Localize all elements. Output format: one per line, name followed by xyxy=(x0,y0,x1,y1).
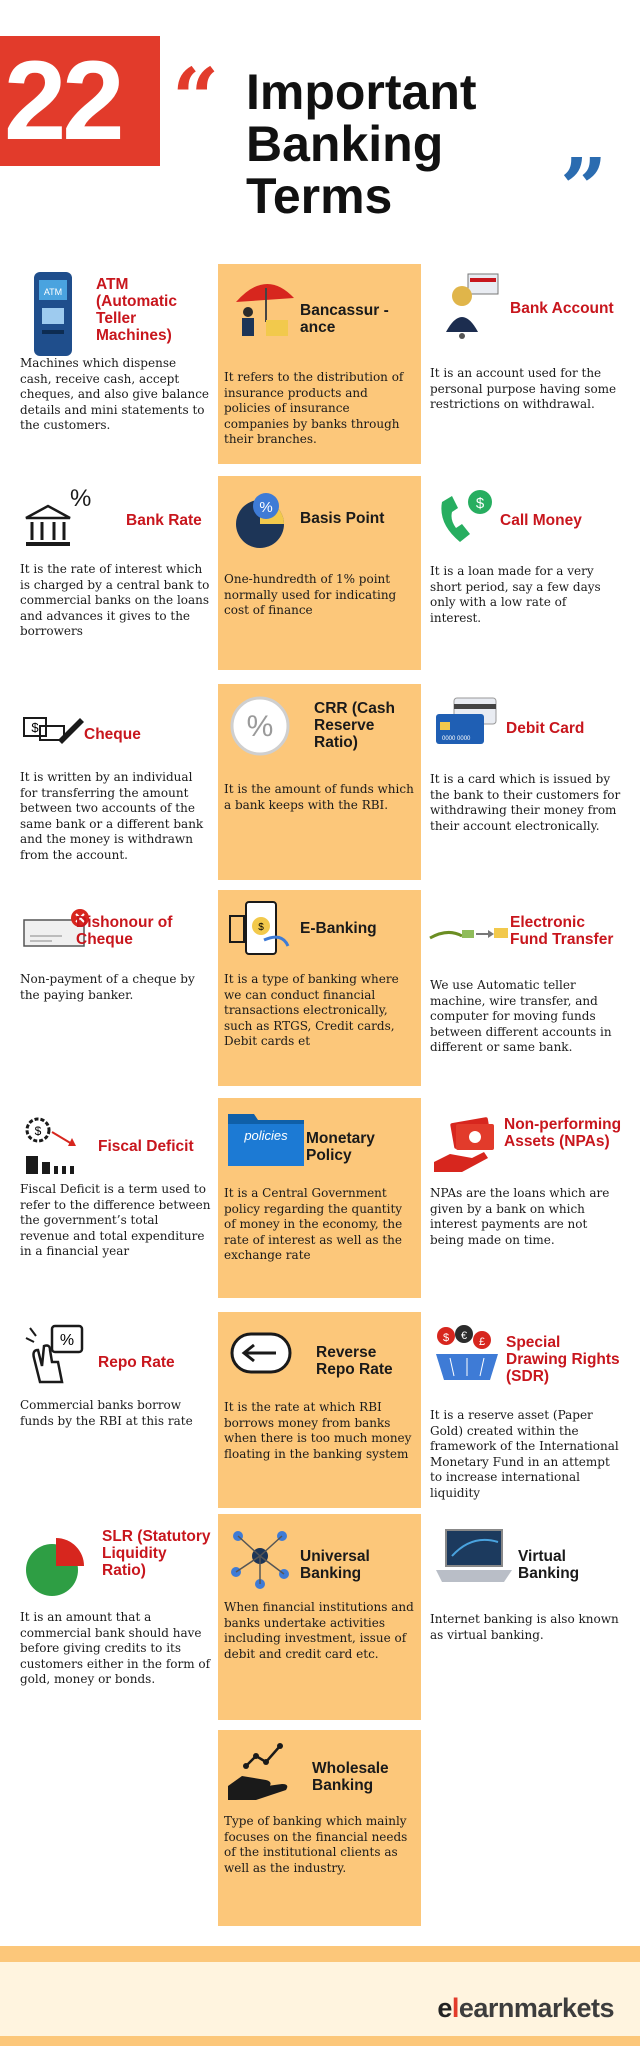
phone-icon xyxy=(432,484,494,546)
svg-text:%: % xyxy=(59,1332,75,1349)
term-description: Commercial banks borrow funds by the RBI at this rate xyxy=(20,1398,193,1428)
term-card-basis-point xyxy=(218,476,421,670)
percent-pie-icon xyxy=(226,484,288,546)
term-description: It is a card which is issued by the bank to their customers for withdrawing their money from their account electronically. xyxy=(430,772,621,833)
hand-chart-icon xyxy=(226,1738,288,1800)
title-line-3: Terms xyxy=(246,168,393,224)
logo-e: e xyxy=(437,1993,452,2023)
deficit-icon xyxy=(22,1114,84,1176)
term-card-bank-rate xyxy=(14,476,217,676)
card-icon xyxy=(432,692,494,754)
term-description: It is the rate at which RBI borrows money from banks when there is too much money floating in the banking system xyxy=(224,1400,412,1461)
svg-text:$: $ xyxy=(31,720,39,735)
money-hand-icon xyxy=(432,1114,494,1176)
term-title: ATM (Automatic Teller Machines) xyxy=(96,276,177,344)
term-description: It is an account used for the personal purpose having some restrictions on withdrawal. xyxy=(430,366,617,411)
term-card-bank-account xyxy=(424,262,627,462)
term-card-crr xyxy=(218,684,421,880)
term-card-wholesale-banking xyxy=(218,1730,421,1926)
term-description: Machines which dispense cash, receive cash, accept cheques, and also give balance details and mini statements to the customers. xyxy=(20,356,210,432)
page-title xyxy=(246,66,477,222)
bank-building-icon xyxy=(22,484,92,546)
term-description: It is an amount that a commercial bank should have before giving credits to its customers either in the form of gold, money or bonds. xyxy=(20,1610,211,1686)
term-description: It is a Central Government policy regarding the quantity of money in the economy, the rate of interest as well as the exchange rate xyxy=(224,1186,403,1262)
svg-text:$: $ xyxy=(258,922,264,933)
term-description: It is written by an individual for transferring the amount between two accounts of the same bank or a different bank and the money is withdrawn from the account. xyxy=(20,770,204,862)
logo-l: l xyxy=(451,1993,459,2023)
term-description: It is the amount of funds which a bank keeps with the RBI. xyxy=(224,782,414,812)
term-card-virtual-banking xyxy=(424,1518,627,1718)
term-title: Repo Rate xyxy=(98,1354,175,1371)
term-description: It refers to the distribution of insurance products and policies of insurance companies by banks through their branches. xyxy=(224,370,404,446)
mobile-banking-icon xyxy=(226,898,288,960)
title-line-2: Banking xyxy=(246,116,444,172)
term-card-reverse-repo-rate xyxy=(218,1312,421,1508)
number-text: 22 xyxy=(4,38,121,163)
term-description: We use Automatic teller machine, wire transfer, and computer for moving funds between different accounts in different or same bank. xyxy=(430,978,612,1054)
term-title: Virtual Banking xyxy=(518,1548,580,1582)
term-description: It is a reserve asset (Paper Gold) created within the framework of the International Monetary Fund in an attempt to increase international liquidity xyxy=(430,1408,619,1500)
term-title: Bank Account xyxy=(510,300,614,317)
term-title: Debit Card xyxy=(506,720,585,737)
pie-chart-icon xyxy=(22,1526,84,1588)
term-card-e-banking xyxy=(218,890,421,1086)
term-title: Bank Rate xyxy=(126,512,202,529)
term-description: Type of banking which mainly focuses on the financial needs of the institutional clients as well as the industry. xyxy=(224,1814,408,1875)
term-description: It is the rate of interest which is charged by a central bank to commercial banks on the loans and advances it gives to the borrowers xyxy=(20,562,210,638)
atm-icon xyxy=(22,270,84,332)
term-description: One-hundredth of 1% point normally used for indicating cost of finance xyxy=(224,572,397,617)
brand-logo xyxy=(437,1993,614,2024)
term-title: Call Money xyxy=(500,512,582,529)
term-card-repo-rate xyxy=(14,1314,217,1514)
svg-text:%: % xyxy=(259,499,273,516)
term-title: Electronic Fund Transfer xyxy=(510,914,614,948)
term-card-debit-card xyxy=(424,684,627,884)
term-card-cheque xyxy=(14,690,217,890)
term-title: Dishonour of Cheque xyxy=(76,914,173,948)
open-quote-icon: “ xyxy=(172,51,220,147)
policies-folder-icon xyxy=(226,1106,306,1168)
term-description: Non-payment of a cheque by the paying banker. xyxy=(20,972,195,1002)
term-title: Special Drawing Rights (SDR) xyxy=(506,1334,620,1385)
term-title: Wholesale Banking xyxy=(312,1760,389,1794)
term-title: Universal Banking xyxy=(300,1548,370,1582)
svg-text:$: $ xyxy=(442,1332,450,1344)
umbrella-icon xyxy=(226,272,288,334)
term-card-call-money xyxy=(424,476,627,676)
term-card-bancassurance xyxy=(218,264,421,464)
term-title: Bancassur -ance xyxy=(300,302,389,336)
svg-text:%: % xyxy=(70,485,92,512)
term-description: Fiscal Deficit is a term used to refer to the difference between the government’s total revenue and total expenditure in a financial year xyxy=(20,1182,211,1258)
footer-line xyxy=(0,2036,640,2046)
term-title: E-Banking xyxy=(300,920,377,937)
svg-text:$: $ xyxy=(475,495,485,512)
term-description: When financial institutions and banks undertake activities including investment, issue of debit and credit card etc. xyxy=(224,1600,414,1661)
term-card-sdr xyxy=(424,1314,627,1514)
reverse-arrow-icon xyxy=(226,1320,288,1382)
logo-rest: earnmarkets xyxy=(458,1993,614,2023)
close-quote-icon: ” xyxy=(560,141,608,237)
term-title: Reverse Repo Rate xyxy=(316,1344,393,1378)
term-description: It is a type of banking where we can conduct financial transactions electronically, such as RTGS, Credit cards, Debit cards et xyxy=(224,972,399,1048)
cheque-cross-icon xyxy=(22,906,84,968)
term-title: SLR (Statutory Liquidity Ratio) xyxy=(102,1528,211,1579)
number-badge xyxy=(0,36,160,166)
svg-text:%: % xyxy=(246,710,274,743)
term-card-atm xyxy=(14,262,217,462)
term-title: Basis Point xyxy=(300,510,385,527)
network-icon xyxy=(226,1522,288,1584)
term-card-universal-banking xyxy=(218,1514,421,1720)
term-card-npa xyxy=(424,1106,627,1306)
banker-icon xyxy=(432,270,494,332)
term-title: Non-performing Assets (NPAs) xyxy=(504,1116,622,1150)
policies-folder-label: policies xyxy=(244,1128,288,1143)
term-title: CRR (Cash Reserve Ratio) xyxy=(314,700,395,751)
percent-circle-icon xyxy=(226,692,288,754)
svg-text:0000 0000: 0000 0000 xyxy=(442,736,471,742)
svg-text:€: € xyxy=(460,1330,468,1342)
svg-text:$: $ xyxy=(34,1124,42,1138)
term-card-dishonour-cheque xyxy=(14,898,217,1098)
term-description: It is a loan made for a very short period, say a few days only with a low rate of interest. xyxy=(430,564,601,625)
term-title: Cheque xyxy=(84,726,141,743)
term-card-eft xyxy=(424,898,627,1098)
currency-basket-icon xyxy=(432,1322,494,1384)
svg-text:£: £ xyxy=(478,1336,486,1348)
transfer-icon xyxy=(428,906,512,968)
term-card-fiscal-deficit xyxy=(14,1106,217,1306)
term-card-monetary-policy xyxy=(218,1098,421,1298)
term-card-slr xyxy=(14,1518,217,1718)
svg-text:ATM: ATM xyxy=(43,287,63,297)
title-line-1: Important xyxy=(246,64,477,120)
term-description: NPAs are the loans which are given by a bank on which interest payments are not being made on time. xyxy=(430,1186,610,1247)
term-description: Internet banking is also known as virtual banking. xyxy=(430,1612,619,1642)
touch-percent-icon xyxy=(22,1322,84,1384)
term-title: Fiscal Deficit xyxy=(98,1138,194,1155)
cheque-icon xyxy=(22,698,84,760)
laptop-icon xyxy=(432,1526,512,1588)
term-title: Monetary Policy xyxy=(306,1130,375,1164)
